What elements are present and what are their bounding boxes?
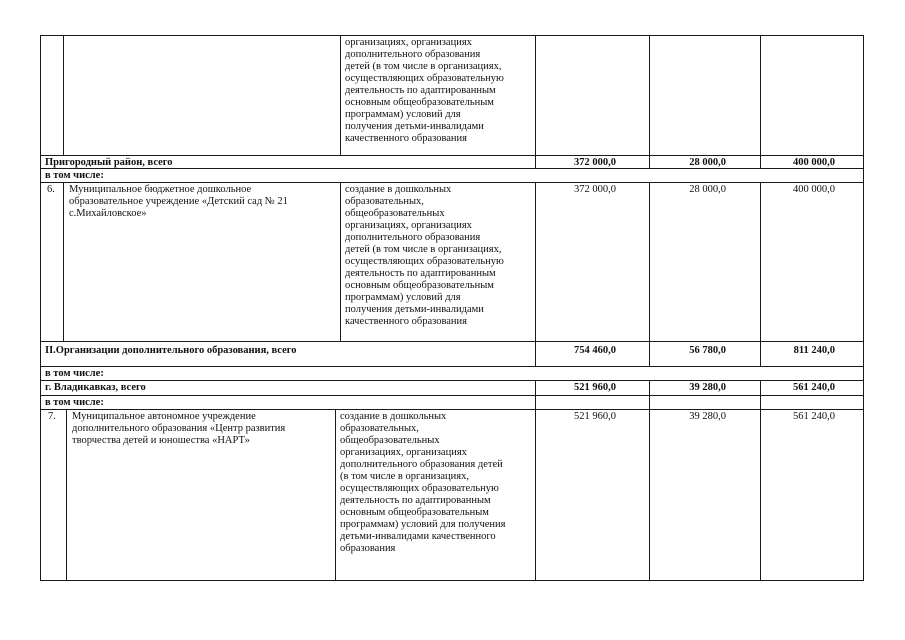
section-total-value-2: 56 780,0 [689,345,726,356]
continued-purpose-line: основным общеобразовательным [345,97,494,108]
purpose-line: программам) условий для получения [340,519,506,530]
suburban-total-value-1: 372 000,0 [574,157,616,168]
purpose-line: образования [340,543,396,554]
purpose-line: создание в дошкольных [345,184,452,195]
purpose-line: организациях, организациях [340,447,467,458]
organization-line: творчества детей и юношества «НАРТ» [72,435,250,446]
suburban-total-label: Пригородный район, всего [45,157,173,168]
suburban-total-value-2: 28 000,0 [689,157,726,168]
row-number: 7. [48,411,56,422]
including-label: в том числе: [45,170,104,181]
row-number: 6. [47,184,55,195]
purpose-line: общеобразовательных [340,435,440,446]
purpose-line: образовательных, [345,196,424,207]
city-total-label: г. Владикавказ, всего [45,382,146,393]
row-value-2: 39 280,0 [689,411,726,422]
purpose-line: осуществляющих образовательную [340,483,499,494]
city-total-value-1: 521 960,0 [574,382,616,393]
continued-purpose-line: получения детьми-инвалидами [345,121,484,132]
purpose-line: основным общеобразовательным [340,507,489,518]
row-value-1: 372 000,0 [574,184,616,195]
section-total-value-3: 811 240,0 [793,345,835,356]
organization-line: дополнительного образования «Центр развития [72,423,286,434]
row-value-3: 400 000,0 [793,184,835,195]
city-total-value-3: 561 240,0 [793,382,835,393]
row-value-1: 521 960,0 [574,411,616,422]
including-label: в том числе: [45,397,104,408]
purpose-line: (в том числе в организациях, [340,471,469,482]
purpose-line: общеобразовательных [345,208,445,219]
purpose-line: организациях, организациях [345,220,472,231]
organization-line: Муниципальное бюджетное дошкольное [69,184,252,195]
purpose-line: деятельность по адаптированным [345,268,496,279]
purpose-line: дополнительного образования [345,232,481,243]
purpose-line: детьми-инвалидами качественного [340,531,496,542]
purpose-line: программам) условий для [345,292,461,303]
purpose-line: осуществляющих образовательную [345,256,504,267]
purpose-line: качественного образования [345,316,467,327]
organization-line: Муниципальное автономное учреждение [72,411,256,422]
continued-purpose-line: осуществляющих образовательную [345,73,504,84]
city-total-value-2: 39 280,0 [689,382,726,393]
organization-line: с.Михайловское» [69,208,147,219]
purpose-line: образовательных, [340,423,419,434]
continued-purpose-line: организациях, организациях [345,37,472,48]
organization-line: образовательное учреждение «Детский сад № 21 [69,196,288,207]
row-value-3: 561 240,0 [793,411,835,422]
purpose-line: деятельность по адаптированным [340,495,491,506]
continued-purpose-line: качественного образования [345,133,467,144]
including-label: в том числе: [45,368,104,379]
continued-purpose-line: деятельность по адаптированным [345,85,496,96]
section-total-value-1: 754 460,0 [574,345,616,356]
section-total-label: II.Организации дополнительного образования, всего [45,345,297,356]
purpose-line: получения детьми-инвалидами [345,304,484,315]
purpose-line: основным общеобразовательным [345,280,494,291]
continued-purpose-line: детей (в том числе в организациях, [345,61,502,72]
continued-purpose-line: программам) условий для [345,109,461,120]
continued-purpose-line: дополнительного образования [345,49,481,60]
row-value-2: 28 000,0 [689,184,726,195]
suburban-total-value-3: 400 000,0 [793,157,835,168]
purpose-line: дополнительного образования детей [340,459,503,470]
purpose-line: детей (в том числе в организациях, [345,244,502,255]
purpose-line: создание в дошкольных [340,411,447,422]
